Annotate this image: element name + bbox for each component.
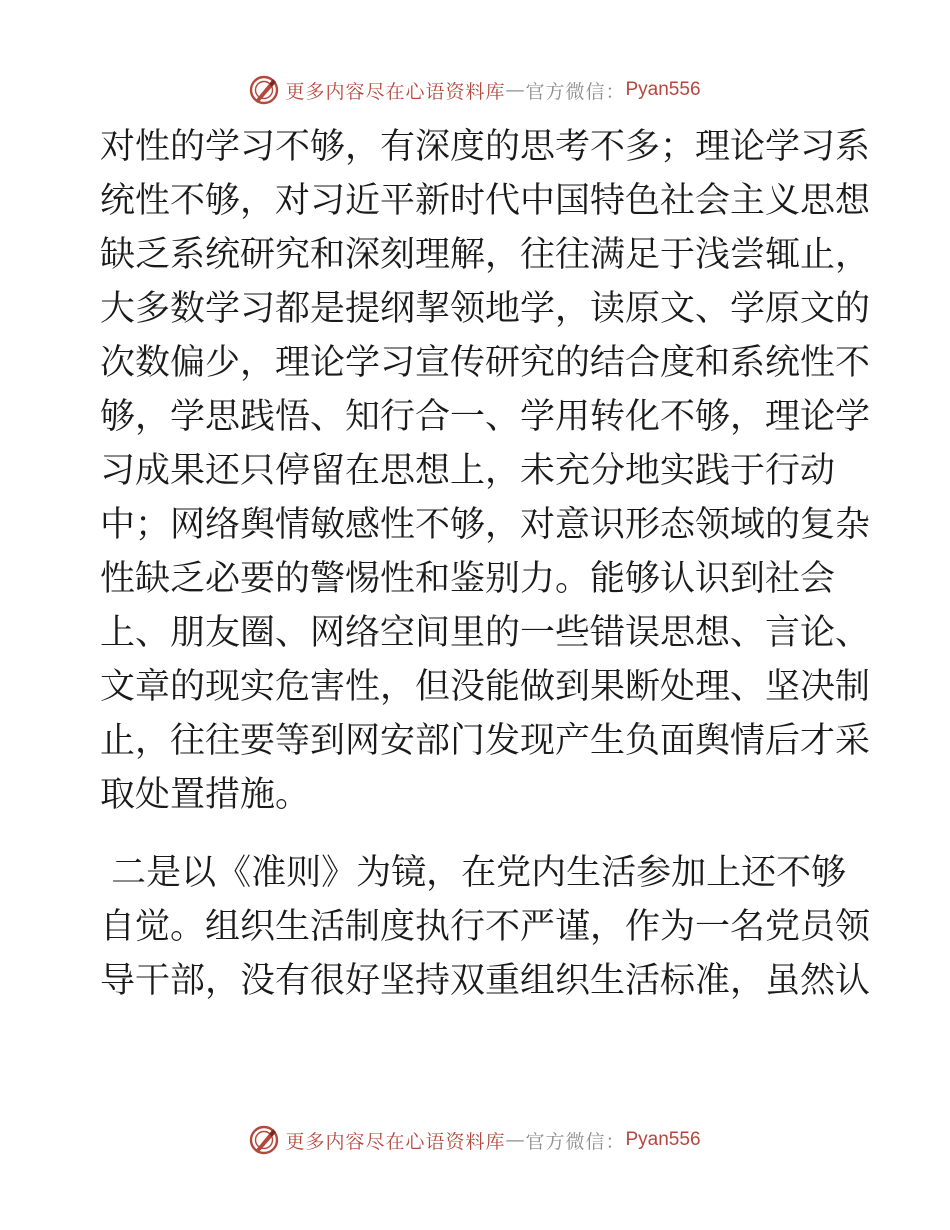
text-line: 上、朋友圈、网络空间里的一些错误思想、言论、	[100, 613, 871, 653]
text-line: 缺乏系统研究和深刻理解，往往满足于浅尝辄止，	[100, 235, 871, 275]
text-line: 够，学思践悟、知行合一、学用转化不够，理论学	[100, 397, 871, 437]
text-line: 止，往往要等到网安部门发现产生负面舆情后才采	[100, 721, 871, 761]
banner-dash: —	[505, 1129, 526, 1151]
text-line: 二是以《准则》为镜，在党内生活参加上还不够	[100, 853, 847, 893]
text-line: 中；网络舆情敏感性不够，对意识形态领域的复杂	[100, 505, 871, 545]
text-line: 性缺乏必要的警惕性和鉴别力。能够认识到社会	[100, 559, 836, 599]
pen-logo-icon	[249, 1125, 279, 1155]
banner-main-text: 更多内容尽在心语资料库	[285, 80, 506, 103]
text-line: 统性不够，对习近平新时代中国特色社会主义思想	[100, 181, 871, 221]
footer-banner	[0, 1120, 950, 1160]
text-line: 对性的学习不够，有深度的思考不多；理论学习系	[100, 127, 871, 167]
banner-wechat-id: Pyan556	[625, 79, 701, 100]
header-banner	[0, 70, 950, 110]
paragraph-spacer	[100, 822, 850, 846]
text-line: 次数偏少，理论学习宣传研究的结合度和系统性不	[100, 343, 871, 383]
banner-wechat-label: 官方微信：	[525, 80, 626, 103]
banner-main-text: 更多内容尽在心语资料库	[285, 1130, 506, 1153]
pen-logo-icon	[249, 75, 279, 105]
text-line: 大多数学习都是提纲挈领地学，读原文、学原文的	[100, 289, 871, 329]
banner-dash: —	[505, 79, 526, 101]
paragraph-2	[100, 846, 871, 1008]
text-line: 文章的现实危害性，但没能做到果断处理、坚决制	[100, 667, 871, 707]
text-line: 导干部，没有很好坚持双重组织生活标准，虽然认	[100, 961, 871, 1001]
text-line: 取处置措施。	[100, 775, 311, 815]
banner-wechat-label: 官方微信：	[525, 1130, 626, 1153]
banner-wechat-id: Pyan556	[625, 1129, 701, 1150]
paragraph-1	[100, 120, 871, 822]
document-body	[100, 120, 871, 1008]
text-line: 自觉。组织生活制度执行不严谨，作为一名党员领	[100, 907, 871, 947]
text-line: 习成果还只停留在思想上，未充分地实践于行动	[100, 451, 836, 491]
